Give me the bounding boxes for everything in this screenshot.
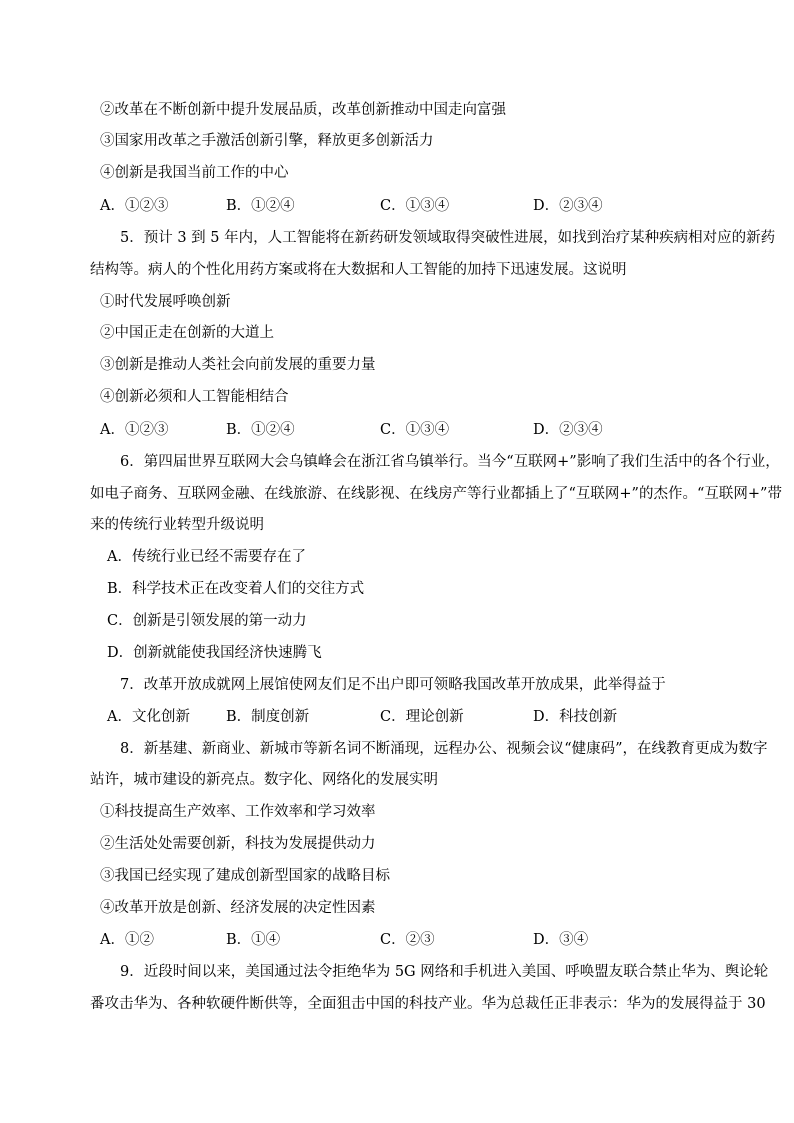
q5-choice-c[interactable]: C．①③④ (380, 422, 450, 438)
q4-option-4: ④创新是我国当前工作的中心 (100, 165, 289, 181)
q5-stem-line-1: 5．预计 3 到 5 年内，人工智能将在新药研发领域取得突破性进展，如找到治疗某种疾病相对应的新药 (120, 230, 776, 246)
q8-option-3: ③我国已经实现了建成创新型国家的战略目标 (100, 868, 390, 884)
q7-choice-a[interactable]: A．文化创新 (107, 709, 190, 725)
q6-stem-line-1: 6．第四届世界互联网大会乌镇峰会在浙江省乌镇举行。当今“互联网+”影响了我们生活中的各个行业， (120, 454, 780, 470)
q6-choice-b[interactable]: B．科学技术正在改变着人们的交往方式 (107, 581, 365, 597)
q9-stem-line-1: 9．近段时间以来，美国通过法令拒绝华为 5G 网络和手机进入美国、呼唤盟友联合禁止华为、舆论轮 (120, 964, 769, 980)
q5-option-3: ③创新是推动人类社会向前发展的重要力量 (100, 357, 376, 373)
q5-option-2: ②中国正走在创新的大道上 (100, 325, 274, 341)
q4-option-2: ②改革在不断创新中提升发展品质，改革创新推动中国走向富强 (100, 102, 506, 118)
q8-choice-b[interactable]: B．①④ (226, 932, 281, 948)
q8-choice-d[interactable]: D．③④ (533, 932, 589, 948)
q6-choice-c[interactable]: C．创新是引领发展的第一动力 (107, 613, 307, 629)
q8-choice-c[interactable]: C．②③ (380, 932, 435, 948)
q4-option-3: ③国家用改革之手激活创新引擎，释放更多创新活力 (100, 133, 434, 149)
q8-choice-a[interactable]: A．①② (100, 932, 154, 948)
q6-stem-line-3: 来的传统行业转型升级说明 (90, 517, 264, 533)
q5-option-1: ①时代发展呼唤创新 (100, 294, 231, 310)
q5-option-4: ④创新必须和人工智能相结合 (100, 389, 289, 405)
q8-option-2: ②生活处处需要创新，科技为发展提供动力 (100, 836, 376, 852)
q5-choice-b[interactable]: B．①②④ (226, 422, 295, 438)
q5-choices (100, 420, 740, 440)
q5-stem-line-2: 结构等。病人的个性化用药方案或将在大数据和人工智能的加持下迅速发展。这说明 (90, 262, 627, 278)
q6-choice-a[interactable]: A．传统行业已经不需要存在了 (107, 549, 306, 565)
q8-stem-line-1: 8．新基建、新商业、新城市等新名词不断涌现，远程办公、视频会议“健康码”，在线教育更成为数字 (120, 741, 768, 757)
q6-stem-line-2: 如电子商务、互联网金融、在线旅游、在线影视、在线房产等行业都插上了“互联网+”的杰作。“互联网+”带 (90, 486, 782, 502)
q5-choice-a[interactable]: A．①②③ (100, 422, 169, 438)
q6-choice-d[interactable]: D．创新就能使我国经济快速腾飞 (107, 645, 322, 661)
q7-choice-c[interactable]: C．理论创新 (380, 709, 464, 725)
q5-choice-d[interactable]: D．②③④ (533, 422, 603, 438)
q8-stem-line-2: 站许，城市建设的新亮点。数字化、网络化的发展实明 (90, 772, 438, 788)
q8-option-4: ④改革开放是创新、经济发展的决定性因素 (100, 900, 376, 916)
q4-choice-c[interactable]: C．①③④ (380, 198, 450, 214)
q4-choices (100, 196, 740, 216)
q4-choice-d[interactable]: D．②③④ (533, 198, 603, 214)
q9-stem-line-2: 番攻击华为、各种软硬件断供等，全面狙击中国的科技产业。华为总裁任正非表示：华为的发展得益于 30 (90, 996, 766, 1012)
q7-choice-d[interactable]: D．科技创新 (533, 709, 618, 725)
q8-choices (100, 930, 740, 950)
q4-choice-a[interactable]: A．①②③ (100, 198, 169, 214)
q7-choices (107, 707, 747, 727)
q8-option-1: ①科技提高生产效率、工作效率和学习效率 (100, 804, 376, 820)
q7-choice-b[interactable]: B．制度创新 (226, 709, 310, 725)
q7-stem-line-1: 7．改革开放成就网上展馆使网友们足不出户即可领略我国改革开放成果，此举得益于 (120, 677, 666, 693)
q4-choice-b[interactable]: B．①②④ (226, 198, 295, 214)
